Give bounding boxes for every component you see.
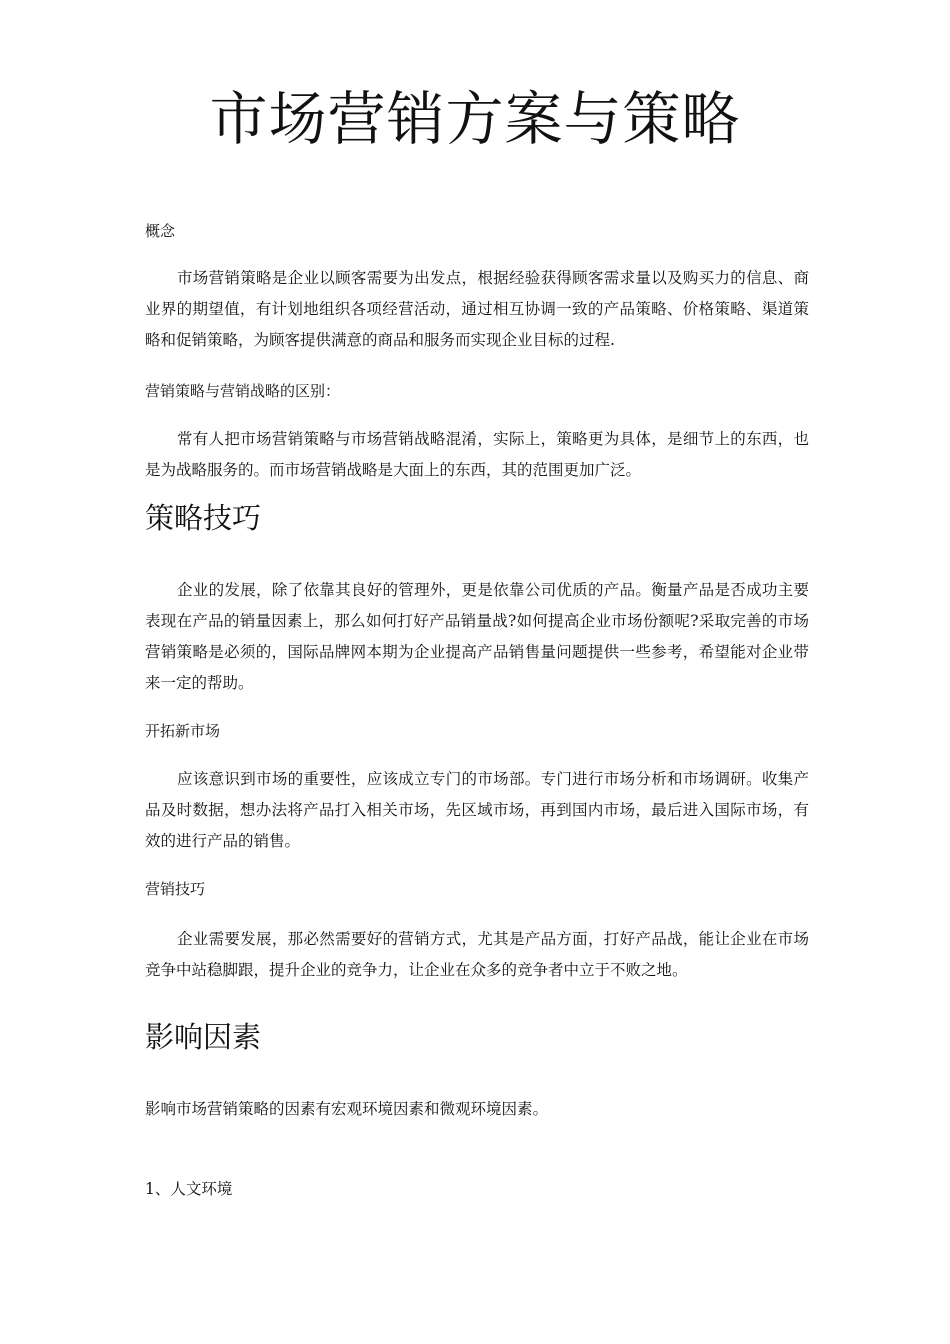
concept-label: 概念 (145, 222, 176, 240)
sales-skill-label: 营销技巧 (145, 880, 206, 898)
concept-paragraph: 市场营销策略是企业以顾客需要为出发点，根据经验获得顾客需求量以及购买力的信息、商业界的期望值，有计划地组织各项经营活动，通过相互协调一致的产品策略、价格策略、渠道策略和促销策略，为顾客提供满意的商品和服务而实现企业目标的过程. (145, 269, 809, 349)
difference-label: 营销策略与营销战略的区别： (145, 382, 341, 400)
list-item-1: 1、人文环境 (145, 1180, 233, 1198)
document-title: 市场营销方案与策略 (209, 85, 741, 153)
new-market-label: 开拓新市场 (145, 722, 221, 740)
difference-paragraph: 常有人把市场营销策略与市场营销战略混淆，实际上，策略更为具体，是细节上的东西，也是为战略服务的。而市场营销战略是大面上的东西，其的范围更加广泛。 (145, 430, 809, 479)
sales-skill-paragraph: 企业需要发展，那必然需要好的营销方式，尤其是产品方面，打好产品战，能让企业在市场竞争中站稳脚跟，提升企业的竞争力，让企业在众多的竞争者中立于不败之地。 (145, 930, 809, 979)
strategy-paragraph: 企业的发展，除了依靠其良好的管理外，更是依靠公司优质的产品。衡量产品是否成功主要表现在产品的销量因素上，那么如何打好产品销量战?如何提高企业市场份额呢?采取完善的市场营销策略是必须的，国际品牌网本期为企业提高产品销售量问题提供一些参考，希望能对企业带来一定的帮助。 (145, 581, 809, 692)
strategy-heading: 策略技巧 (145, 501, 262, 535)
new-market-paragraph: 应该意识到市场的重要性，应该成立专门的市场部。专门进行市场分析和市场调研。收集产品及时数据，想办法将产品打入相关市场，先区域市场，再到国内市场，最后进入国际市场，有效的进行产品的销售。 (145, 770, 809, 850)
factors-paragraph: 影响市场营销策略的因素有宏观环境因素和微观环境因素。 (145, 1100, 549, 1118)
factors-heading: 影响因素 (145, 1020, 262, 1054)
